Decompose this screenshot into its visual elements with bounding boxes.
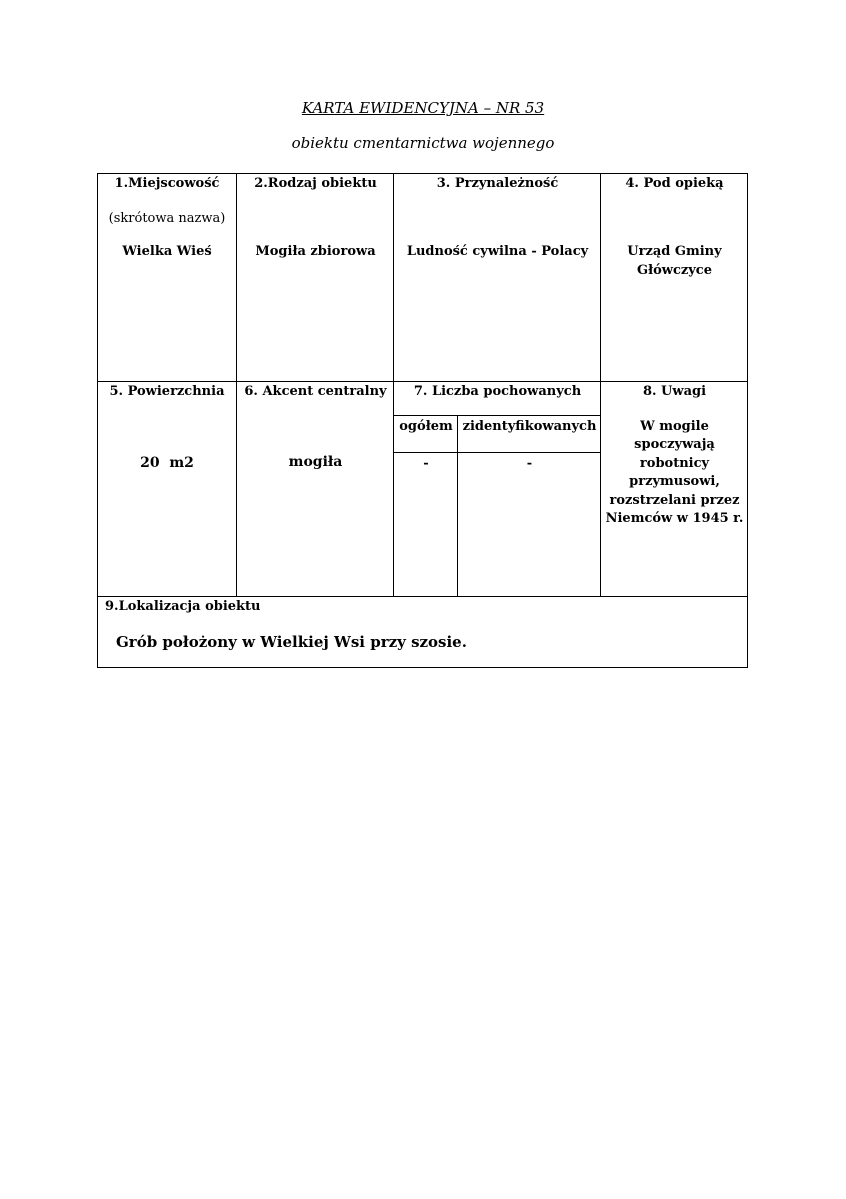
affiliation-value: Ludność cywilna - Polacy [406, 244, 589, 259]
remarks-line-1: W mogile [640, 419, 709, 434]
remarks-line-6: Niemców w 1945 r. [605, 511, 744, 526]
col-divider-sub [457, 415, 458, 597]
buried-count-label: 7. Liczba pochowanych [413, 384, 582, 399]
central-accent-label: 6. Akcent centralny [244, 384, 387, 399]
custodian-value-line2: Główczyce [636, 263, 712, 278]
buried-identified-header: zidentyfikowanych [462, 419, 597, 434]
buried-total-header: ogółem [399, 419, 453, 434]
location-value: Grób położony w Wielkiej Wsi przy szosie. [116, 633, 467, 651]
remarks-line-3: robotnicy [639, 456, 710, 471]
object-type-value: Mogiła zbiorowa [255, 244, 376, 259]
buried-identified-value: - [526, 456, 533, 471]
row-divider-2 [97, 596, 748, 597]
locality-note: (skrótowa nazwa) [108, 211, 226, 226]
central-accent-value: mogiła [288, 454, 343, 470]
custodian-label: 4. Pod opieką [625, 176, 724, 191]
buried-total-value: - [423, 456, 429, 471]
remarks-line-5: rozstrzelani przez [609, 493, 740, 508]
affiliation-label: 3. Przynależność [436, 176, 559, 191]
remarks-line-2: spoczywają [634, 437, 715, 452]
locality-label: 1.Miejscowość [114, 176, 220, 191]
object-type-label: 2.Rodzaj obiektu [254, 176, 377, 191]
subheader-divider-bottom [393, 452, 600, 453]
location-label: 9.Lokalizacja obiektu [105, 599, 261, 614]
subheader-divider-top [393, 415, 600, 416]
area-label: 5. Powierzchnia [109, 384, 225, 399]
document-subtitle: obiektu cmentarnictwa wojennego [291, 134, 555, 152]
row-divider-1 [97, 381, 748, 382]
locality-value: Wielka Wieś [122, 244, 212, 259]
custodian-value-line1: Urząd Gminy [627, 244, 722, 259]
document-title: KARTA EWIDENCYJNA – NR 53 [301, 99, 545, 117]
remarks-label: 8. Uwagi [642, 384, 707, 399]
area-value: 20 m2 [140, 455, 194, 471]
remarks-line-4: przymusowi, [629, 474, 720, 489]
